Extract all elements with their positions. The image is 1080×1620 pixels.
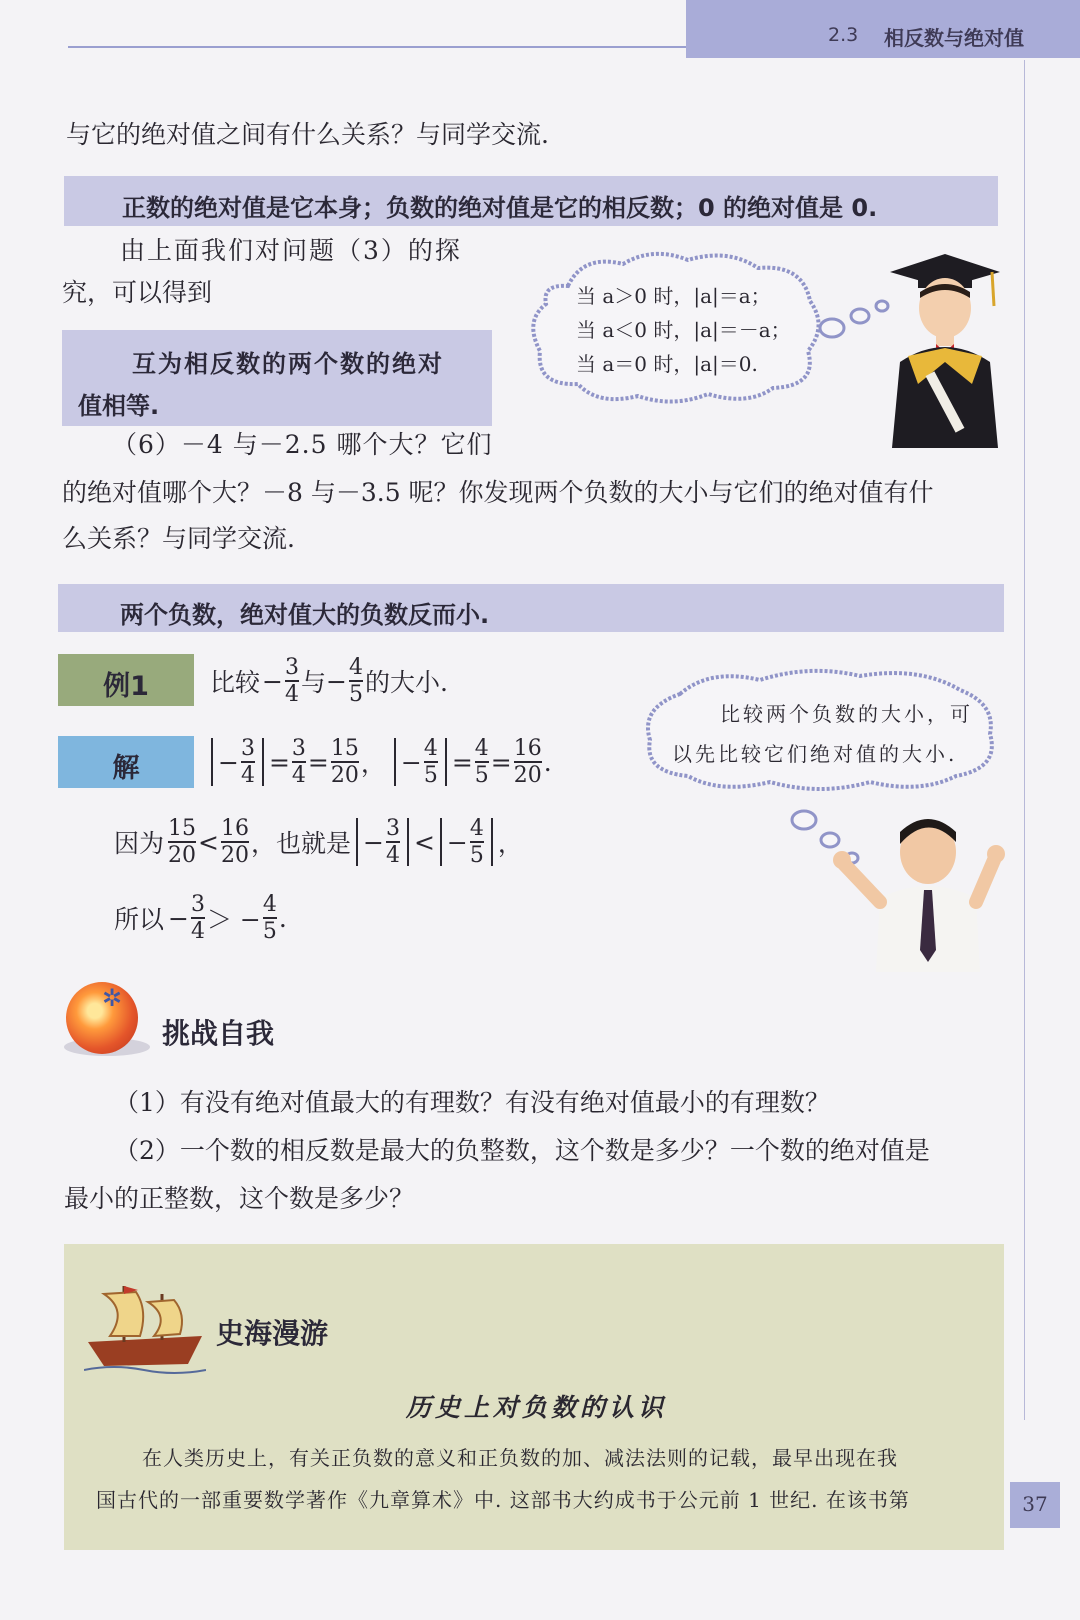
example-label: 例1 [103, 671, 149, 702]
history-line1: 在人类历史上，有关正负数的意义和正负数的加、减法法则的记载，最早出现在我 [142, 1446, 898, 1470]
history-line2: 国古代的一部重要数学著作《九章算术》中. 这部书大约成书于公元前 1 世纪. 在该书第 [96, 1488, 910, 1512]
challenge-title: 挑战自我 [162, 1017, 275, 1050]
section-number: 2.3 [828, 24, 859, 46]
rule-2-line2: 值相等. [78, 392, 160, 420]
size-word: 的大小. [364, 668, 448, 697]
header-rule [68, 46, 688, 48]
compare-word: 比较 [210, 668, 261, 697]
challenge-q2-line2: 最小的正整数，这个数是多少？ [64, 1184, 415, 1213]
fraction-three-quarters: $\frac{3}{4}$ [284, 655, 299, 707]
intro-line: 与它的绝对值之间有什么关系？与同学交流. [66, 120, 549, 149]
star-icon: ✲ [102, 984, 123, 1012]
solution-label: 解 [112, 753, 140, 784]
therefore-line: 所以 − $\frac{3}{4}$ ＞ − $\frac{4}{5}$ . [114, 892, 287, 944]
and-word: 与 [300, 668, 326, 697]
cloud1-line2: 当 a＜0 时，|a|＝－a； [576, 318, 791, 342]
cloud1-line1: 当 a＞0 时，|a|＝a； [576, 284, 771, 308]
cloud2-line1: 比较两个负数的大小，可 [720, 702, 973, 726]
q6-line1: （6）－4 与－2.5 哪个大？它们 [112, 430, 493, 459]
para2-line1: 由上面我们对问题（3）的探 [120, 236, 462, 265]
example-statement: 比较 − $\frac{3}{4}$ 与 − $\frac{4}{5}$ 的大小. [210, 655, 448, 707]
rule-1-text: 正数的绝对值是它本身；负数的绝对值是它的相反数；0 的绝对值是 0. [122, 194, 878, 222]
para2-line2: 究，可以得到 [62, 278, 213, 307]
boy-illustration [830, 812, 1010, 972]
sailing-ship-icon [84, 1280, 206, 1376]
solution-line: − $\frac{3}{4}$ = $\frac{3}{4}$ = $\frac{15}{20}$ ， − $\frac{4}{5}$ = $\frac{4}{5}$ = $\frac{16}{20}$ . [206, 732, 552, 792]
cloud1-line3: 当 a＝0 时，|a|＝0. [576, 352, 758, 376]
history-heading: 历史上对负数的认识 [406, 1393, 668, 1422]
thought-cloud-2 [640, 664, 1000, 794]
cloud2-line2: 以先比较它们绝对值的大小. [672, 742, 958, 766]
q6-line2: 的绝对值哪个大？－8 与－3.5 呢？你发现两个负数的大小与它们的绝对值有什 [62, 478, 934, 507]
because-line: 因为 $\frac{15}{20}$ < $\frac{16}{20}$ ，也就是 − $\frac{3}{4}$ < − $\frac{4}{5}$ ， [114, 816, 523, 868]
rule-2-line1: 互为相反数的两个数的绝对 [132, 350, 444, 378]
rule-3-text: 两个负数，绝对值大的负数反而小. [120, 601, 490, 629]
section-title: 相反数与绝对值 [884, 26, 1024, 50]
page-number: 37 [1022, 1492, 1048, 1516]
challenge-q1: （1）有没有绝对值最大的有理数？有没有绝对值最小的有理数？ [114, 1088, 830, 1117]
graduate-girl-illustration [880, 252, 1010, 452]
margin-rule [1024, 60, 1025, 1420]
q6-line3: 么关系？与同学交流. [62, 524, 295, 553]
history-title: 史海漫游 [216, 1317, 329, 1350]
fraction-four-fifths: $\frac{4}{5}$ [348, 655, 363, 707]
challenge-q2-line1: （2）一个数的相反数是最大的负整数，这个数是多少？一个数的绝对值是 [114, 1136, 930, 1165]
